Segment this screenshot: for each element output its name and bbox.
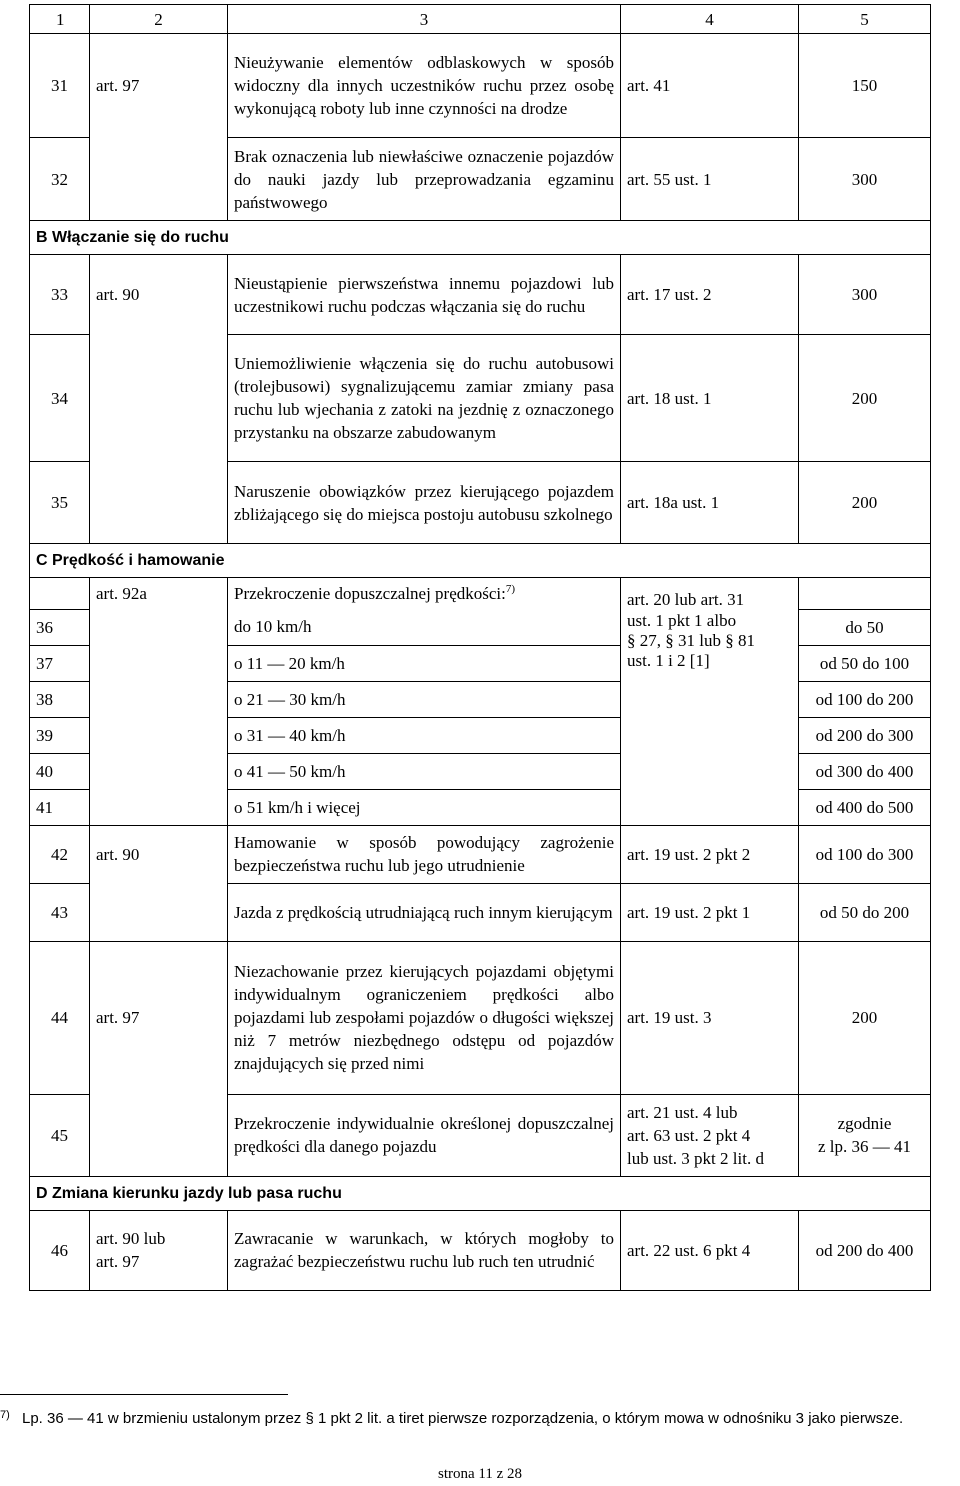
fine-amount-line: z lp. 36 — 41 — [817, 1137, 912, 1156]
provision-line: § 27, § 31 lub § 81 — [627, 631, 755, 650]
table-row — [30, 578, 931, 610]
row-number: 37 — [30, 645, 90, 681]
table-row — [30, 717, 931, 753]
article-cell — [90, 753, 228, 789]
row-number: 43 — [30, 883, 90, 941]
fine-amount: od 200 do 300 — [799, 717, 931, 753]
section-row — [30, 221, 931, 255]
fine-amount — [799, 578, 931, 610]
fine-amount: 200 — [799, 941, 931, 1094]
section-heading-d: D Zmiana kierunku jazdy lub pasa ruchu — [30, 1176, 931, 1210]
fine-amount: 150 — [799, 34, 931, 138]
article-cell — [90, 789, 228, 825]
article-cell — [90, 138, 228, 221]
offence-description: Naruszenie obowiązków przez kierującego pojazdem zbliżającego się do miejsca postoju autobusu szkolnego — [228, 462, 621, 544]
provision-line: ust. 1 pkt 1 albo — [627, 611, 737, 630]
fine-amount: 200 — [799, 335, 931, 462]
article-cell — [90, 1210, 228, 1290]
offence-description: o 11 — 20 km/h — [228, 645, 621, 681]
table-row — [30, 789, 931, 825]
offence-description: Nieużywanie elementów odblaskowych w sposób widoczny dla innych uczestników ruchu przez osobę wykonującą roboty lub inne czynności na drodze — [228, 34, 621, 138]
fine-amount: od 50 do 100 — [799, 645, 931, 681]
section-heading-c: C Prędkość i hamowanie — [30, 544, 931, 578]
header-row — [30, 5, 931, 34]
article-cell — [90, 335, 228, 462]
article-line: art. 90 lub — [96, 1229, 166, 1248]
violated-provision: art. 17 ust. 2 — [621, 255, 799, 335]
fine-amount: od 50 do 200 — [799, 883, 931, 941]
article-cell — [90, 883, 228, 941]
table-row — [30, 753, 931, 789]
fine-amount: 300 — [799, 255, 931, 335]
violated-provision: art. 18 ust. 1 — [621, 335, 799, 462]
offence-description: Przekroczenie indywidualnie określonej dopuszczalnej prędkości dla danego pojazdu — [228, 1094, 621, 1176]
violated-provision — [621, 578, 799, 682]
header-col-2: 2 — [90, 5, 228, 34]
fine-amount: 300 — [799, 138, 931, 221]
row-number: 32 — [30, 138, 90, 221]
offence-description: do 10 km/h — [228, 609, 621, 645]
offence-description: o 31 — 40 km/h — [228, 717, 621, 753]
table-row — [30, 335, 931, 462]
provision-line: art. 20 lub art. 31 — [627, 590, 745, 609]
footnote-separator — [0, 1394, 288, 1395]
fine-amount: od 100 do 200 — [799, 681, 931, 717]
row-number: 35 — [30, 462, 90, 544]
table-row — [30, 681, 931, 717]
row-number: 39 — [30, 717, 90, 753]
violated-provision — [621, 717, 799, 753]
violated-provision: art. 22 ust. 6 pkt 4 — [621, 1210, 799, 1290]
row-number: 44 — [30, 941, 90, 1094]
violated-provision: art. 55 ust. 1 — [621, 138, 799, 221]
fines-table — [29, 4, 931, 1291]
table-row — [30, 941, 931, 1094]
row-number: 36 — [30, 609, 90, 645]
offence-description: Zawracanie w warunkach, w których mogłoby to zagrażać bezpieczeństwu ruchu lub ruch ten utrudnić — [228, 1210, 621, 1290]
violated-provision: art. 19 ust. 2 pkt 2 — [621, 825, 799, 883]
header-col-4: 4 — [621, 5, 799, 34]
offence-description: o 51 km/h i więcej — [228, 789, 621, 825]
violated-provision — [621, 681, 799, 717]
table-row — [30, 1094, 931, 1176]
provision-line: ust. 1 i 2 [1] — [627, 651, 710, 670]
article-cell: art. 97 — [90, 941, 228, 1094]
table-row — [30, 138, 931, 221]
table-row — [30, 1210, 931, 1290]
violated-provision: art. 41 — [621, 34, 799, 138]
offence-description — [228, 578, 621, 610]
row-number: 33 — [30, 255, 90, 335]
offence-description: Jazda z prędkością utrudniającą ruch innym kierującym — [228, 883, 621, 941]
violated-provision — [621, 753, 799, 789]
table-row — [30, 883, 931, 941]
article-cell — [90, 462, 228, 544]
provision-line: lub ust. 3 pkt 2 lit. d — [627, 1148, 764, 1168]
row-number: 46 — [30, 1210, 90, 1290]
row-number: 34 — [30, 335, 90, 462]
offence-description: Hamowanie w sposób powodujący zagrożenie bezpieczeństwa ruchu lub jego utrudnienie — [228, 825, 621, 883]
table-row — [30, 825, 931, 883]
provision-line: art. 21 ust. 4 lub — [627, 1102, 738, 1122]
row-number: 38 — [30, 681, 90, 717]
header-col-5: 5 — [799, 5, 931, 34]
row-number — [30, 578, 90, 610]
article-line: art. 97 — [96, 1252, 140, 1271]
article-cell: art. 97 — [90, 34, 228, 138]
row-number: 42 — [30, 825, 90, 883]
fine-amount — [799, 1094, 931, 1176]
footnote-mark: 7) — [0, 1409, 10, 1421]
row-number: 31 — [30, 34, 90, 138]
offence-description: Nieustąpienie pierwszeństwa innemu pojazdowi lub uczestnikowi ruchu podczas włączania się do ruchu — [228, 255, 621, 335]
violated-provision: art. 18a ust. 1 — [621, 462, 799, 544]
fine-amount: od 300 do 400 — [799, 753, 931, 789]
footnote-ref: 7) — [505, 583, 516, 595]
header-col-3: 3 — [228, 5, 621, 34]
fine-amount: 200 — [799, 462, 931, 544]
fine-amount: od 200 do 400 — [799, 1210, 931, 1290]
violated-provision — [621, 789, 799, 825]
table-row — [30, 34, 931, 138]
fine-amount: do 50 — [799, 609, 931, 645]
table-row — [30, 255, 931, 335]
page-number: strona 11 z 28 — [437, 1466, 522, 1482]
article-cell: art. 90 — [90, 255, 228, 335]
fine-amount: od 100 do 300 — [799, 825, 931, 883]
speed-heading: Przekroczenie dopuszczalnej prędkości: — [234, 584, 506, 603]
offence-description: Niezachowanie przez kierujących pojazdami objętymi indywidualnym ograniczeniem prędkości albo pojazdami lub zespołami pojazdów o długości większej niż 7 metrów niezbędnego odstępu od pojazdów znajdujących się przed nimi — [228, 941, 621, 1094]
offence-description: o 41 — 50 km/h — [228, 753, 621, 789]
row-number: 41 — [30, 789, 90, 825]
fine-amount: od 400 do 500 — [799, 789, 931, 825]
article-cell — [90, 645, 228, 681]
section-heading-b: B Włączanie się do ruchu — [30, 221, 931, 255]
row-number: 40 — [30, 753, 90, 789]
fine-amount-line: zgodnie — [837, 1114, 892, 1133]
article-cell — [90, 717, 228, 753]
section-row — [30, 1176, 931, 1210]
violated-provision: art. 19 ust. 3 — [621, 941, 799, 1094]
row-number: 45 — [30, 1094, 90, 1176]
article-cell: art. 90 — [90, 825, 228, 883]
footnote-text: Lp. 36 — 41 w brzmieniu ustalonym przez § 1 pkt 2 lit. a tiret pierwsze rozporządzenia, o którym mowa w odnośniku 3 jako pierwsze. — [22, 1410, 904, 1427]
article-cell — [90, 1094, 228, 1176]
offence-description: Uniemożliwienie włączenia się do ruchu autobusowi (trolejbusowi) sygnalizującemu zamiar zmiany pasa ruchu lub wjechania z zatoki na jezdnię z oznaczonego przystanku na obszarze zabudowanym — [228, 335, 621, 462]
header-col-1: 1 — [30, 5, 90, 34]
section-row — [30, 544, 931, 578]
offence-description: Brak oznaczenia lub niewłaściwe oznaczenie pojazdów do nauki jazdy lub przeprowadzania egzaminu państwowego — [228, 138, 621, 221]
violated-provision — [621, 1094, 799, 1176]
offence-description: o 21 — 30 km/h — [228, 681, 621, 717]
table-row — [30, 462, 931, 544]
article-cell: art. 92a — [90, 578, 228, 610]
article-cell — [90, 609, 228, 645]
footnote — [0, 1408, 958, 1430]
article-cell — [90, 681, 228, 717]
violated-provision: art. 19 ust. 2 pkt 1 — [621, 883, 799, 941]
provision-line: art. 63 ust. 2 pkt 4 — [627, 1125, 751, 1145]
